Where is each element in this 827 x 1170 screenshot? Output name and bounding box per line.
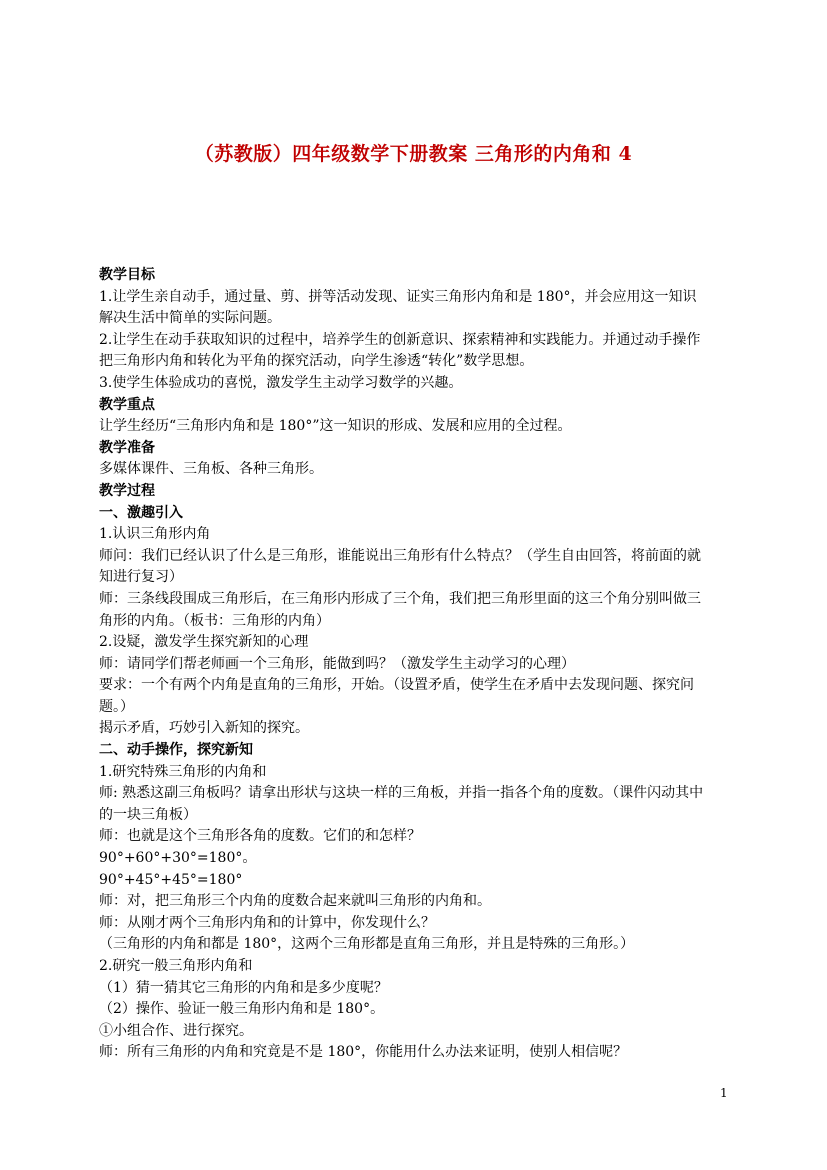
section-heading: 一、激趣引入 — [99, 504, 183, 521]
text-line: 揭示矛盾，巧妙引入新知的探究。 — [99, 720, 309, 737]
text-line: 1.研究特殊三角形的内角和 — [99, 763, 267, 780]
text-line: 师：请同学们帮老师画一个三角形，能做到吗？（激发学生主动学习的心理） — [99, 655, 575, 672]
text-line: 师：对，把三角形三个内角的度数合起来就叫三角形的内角和。 — [99, 893, 491, 910]
text-line: 2.研究一般三角形内角和 — [99, 958, 253, 974]
section-heading: 教学准备 — [99, 439, 155, 456]
text-line: 让学生经历“三角形内角和是 180°”这一知识的形成、发展和应用的全过程。 — [99, 418, 572, 435]
text-line: 角形的内角。（板书：三角形的内角） — [99, 612, 330, 629]
text-line: ①小组合作、进行探究。 — [99, 1022, 253, 1039]
text-line: 师：从刚才两个三角形内角和的计算中，你发现什么？ — [99, 914, 435, 931]
text-line: 师：也就是这个三角形各角的度数。它们的和怎样？ — [99, 828, 421, 845]
document-body — [99, 265, 731, 1064]
text-line: 90°+60°+30°=180°。 — [99, 850, 257, 867]
text-line: 2.设疑，激发学生探究新知的心理 — [99, 634, 309, 651]
page-number: 1 — [720, 1086, 728, 1100]
text-line: 2.让学生在动手获取知识的过程中，培养学生的创新意识、探索精神和实践能力。并通过动手操作 — [99, 331, 701, 348]
section-heading: 二、动手操作，探究新知 — [99, 742, 253, 759]
text-line: （2）操作、验证一般三角形内角和是 180°。 — [99, 1001, 385, 1018]
page-title: （苏教版）四年级数学下册教案 三角形的内角和 4 — [194, 143, 633, 165]
text-line: 师：所有三角形的内角和究竟是不是 180°，你能用什么办法来证明，使别人相信呢？ — [99, 1044, 628, 1061]
text-line: 的一块三角板） — [99, 806, 197, 823]
text-line: 师问：我们已经认识了什么是三角形，谁能说出三角形有什么特点？（学生自由回答，将前面的就 — [99, 547, 701, 564]
text-line: 3.使学生体验成功的喜悦，激发学生主动学习数学的兴趣。 — [99, 374, 463, 391]
section-heading: 教学目标 — [99, 267, 155, 283]
text-line: 师：三条线段围成三角形后，在三角形内形成了三个角，我们把三角形里面的这三个角分别叫做三 — [99, 590, 701, 607]
text-line: 1.认识三角形内角 — [99, 526, 211, 543]
text-line: 90°+45°+45°=180° — [99, 871, 243, 888]
text-line: 多媒体课件、三角板、各种三角形。 — [99, 461, 323, 478]
text-line: 师: 熟悉这副三角板吗？请拿出形状与这块一样的三角板，并指一指各个角的度数。（课件闪动其中 — [99, 785, 704, 802]
text-line: 解决生活中简单的实际问题。 — [99, 310, 281, 327]
text-line: （1）猜一猜其它三角形的内角和是多少度呢？ — [99, 979, 388, 996]
text-line: 要求：一个有两个内角是直角的三角形，开始。（设置矛盾，使学生在矛盾中去发现问题、探究问 — [99, 677, 694, 694]
text-line: （三角形的内角和都是 180°，这两个三角形都是直角三角形，并且是特殊的三角形。） — [99, 936, 635, 953]
text-line: 1.让学生亲自动手，通过量、剪、拼等活动发现、证实三角形内角和是 180°，并会应用这一知识 — [99, 288, 697, 305]
text-line: 知进行复习） — [99, 569, 183, 586]
section-heading: 教学重点 — [99, 396, 155, 413]
text-line: 题。） — [99, 698, 134, 715]
text-line: 把三角形内角和转化为平角的探究活动，向学生渗透“转化”数学思想。 — [99, 353, 534, 370]
section-heading: 教学过程 — [99, 482, 155, 499]
